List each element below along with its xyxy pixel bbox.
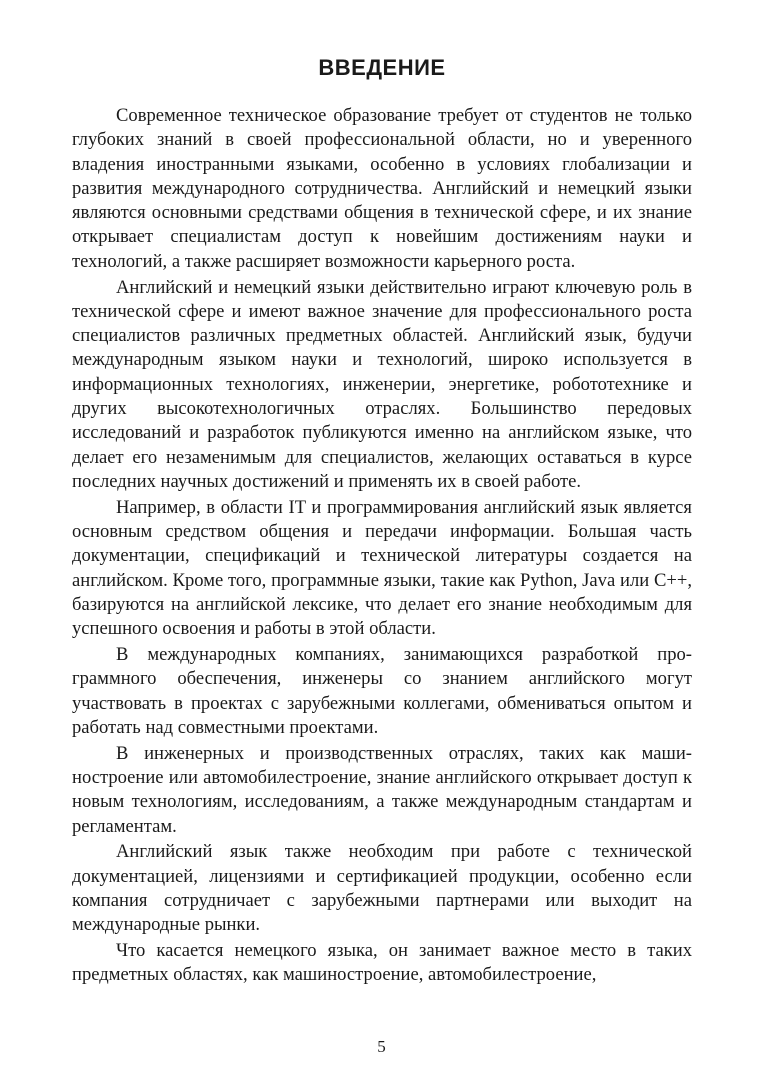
paragraph-3: Например, в области IT и программирования английский язык является основным средством общения и передачи информации. Большая часть документации, спецификаций и технической литературы создается на английском. Кроме того, программные языки, такие как Python, Java или C++, базируются на английской лексике, что делает его знание необходимым для успешного освоения и работы в этой области. <box>72 496 692 640</box>
section-title: ВВЕДЕНИЕ <box>318 55 446 80</box>
paragraph-1: Современное техническое образование требует от студентов не только глубоких знаний в своей профессиональной области, но и уверенного владения иностранными языками, особенно в условиях глобализации и развития международного сотрудничества. Английский и немецкий языки являются основными средствами общения в технической сфере, и их знание открывает специалистам доступ к новейшим достижениям науки и технологий, а также расширяет возможности карьерного роста. <box>72 105 692 272</box>
paragraph-7: Что касается немецкого языка, он занимает важное место в таких предметных областях, как машиностроение, автомобилестроение, <box>72 940 692 986</box>
document-page <box>72 50 692 988</box>
paragraph-4: В международных компаниях, занимающихся разработкой программного обеспечения, инженеры со знанием английского могут участвовать в проектах с зарубежными коллегами, обмениваться опытом и работать над совместными проектами. <box>72 644 692 738</box>
paragraph-6: Английский язык также необходим при работе с технической документацией, лицензиями и сертификацией продукции, особенно если компания сотрудничает с зарубежными партнерами или выходит на международные рынки. <box>72 841 692 936</box>
paragraph-5: В инженерных и производственных отраслях, таких как машиностроение или автомобилестроение, знание английского открывает доступ к новым технологиям, исследованиям, а также международным стандартам и регламентам. <box>72 742 692 837</box>
page-number: 5 <box>377 1037 386 1056</box>
paragraph-2: Английский и немецкий языки действительно играют ключевую роль в технической сфере и имеют важное значение для профессионального роста специалистов различных предметных областей. Английский язык, будучи международным языком науки и технологий, широко используется в информационных технологиях, инженерии, энергетике, робототехнике и других высокотехнологичных отраслях. Большинство передовых исследований и разработок публикуются именно на английском языке, что делает его незаменимым для специалистов, желающих оставаться в курсе последних научных достижений и применять их в своей работе. <box>72 276 692 492</box>
